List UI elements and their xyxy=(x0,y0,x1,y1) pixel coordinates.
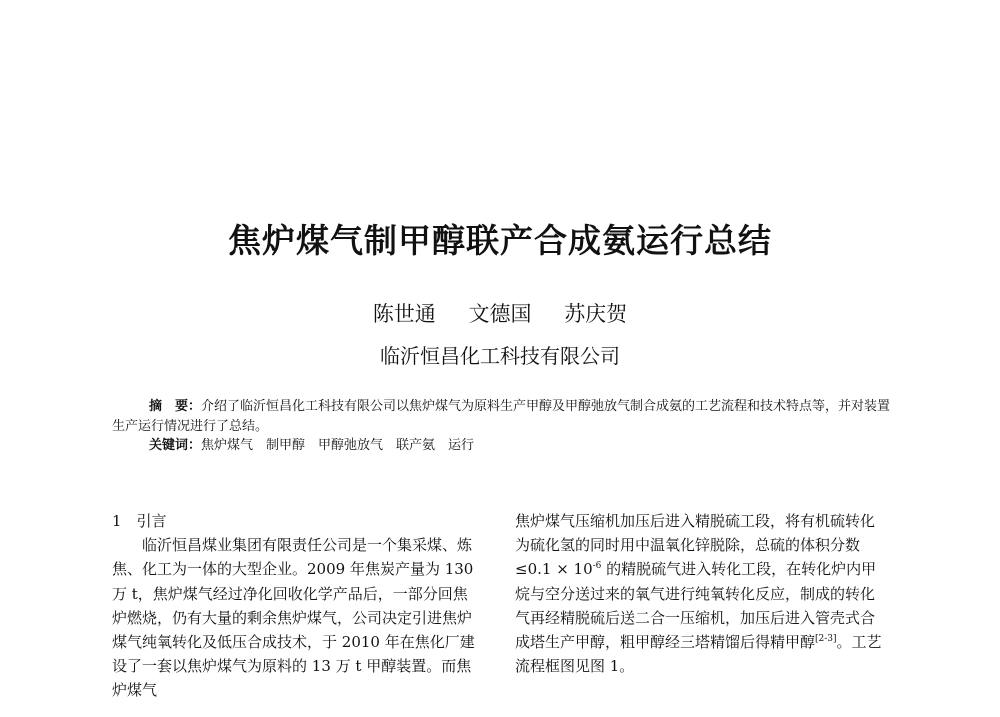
affiliation: 临沂恒昌化工科技有限公司 xyxy=(380,344,620,368)
abstract xyxy=(112,397,892,436)
body-text: 。工艺流程框图见图 1。 xyxy=(515,633,882,676)
author-name: 陈世通 xyxy=(372,302,436,326)
paper-title: 焦炉煤气制甲醇联产合成氨运行总结 xyxy=(228,221,772,260)
author-name: 苏庆贺 xyxy=(564,302,628,326)
right-column xyxy=(515,509,885,678)
body-text: 的精脱硫气进入转化工段，在转化炉内甲烷与空分送过来的氧气进行纯氧转化反应，制成的转化气再经精脱硫后送二合一压缩机，加压后进入管壳式合成塔生产甲醇，粗甲醇经三塔精馏后得精甲醇 xyxy=(515,560,877,652)
section-heading: 1 引言 xyxy=(112,512,167,530)
abstract-text: 介绍了临沂恒昌化工科技有限公司以焦炉煤气为原料生产甲醇及甲醇弛放气制合成氨的工艺流程和技术特点等，并对装置生产运行情况进行了总结。 xyxy=(112,399,891,434)
keywords xyxy=(112,436,892,456)
abstract-label: 摘 要： xyxy=(149,399,202,414)
keywords-text: 焦炉煤气 制甲醇 甲醇弛放气 联产氨 运行 xyxy=(201,438,475,453)
superscript: -6 xyxy=(592,561,602,572)
keywords-label: 关键词： xyxy=(149,438,202,453)
author-name: 文德国 xyxy=(468,302,532,326)
author-list xyxy=(0,298,1000,328)
body-text: 焦炉煤气压缩机加压后进入精脱硫工段，将有机硫转化为硫化氢的同时用中温氧化锌脱除，总硫的体积分数≤0.1 × 10 xyxy=(515,512,876,579)
body-paragraph: 临沂恒昌煤业集团有限责任公司是一个集采煤、炼焦、化工为一体的大型企业。2009 年焦炭产量为 130 万 t，焦炉煤气经过净化回收化学产品后，一部分回焦炉燃烧，仍有大量的剩余焦炉煤气，公司决定引进焦炉煤气纯氧转化及低压合成技术，于 2010 年在焦化厂建设了一套以焦炉煤气为原料的 13 万 t 甲醇装置。而焦炉煤气 xyxy=(112,536,475,700)
body-paragraph xyxy=(515,509,885,678)
citation-ref: [2-3] xyxy=(815,634,837,645)
abstract-block xyxy=(112,397,892,456)
left-column xyxy=(112,509,482,703)
